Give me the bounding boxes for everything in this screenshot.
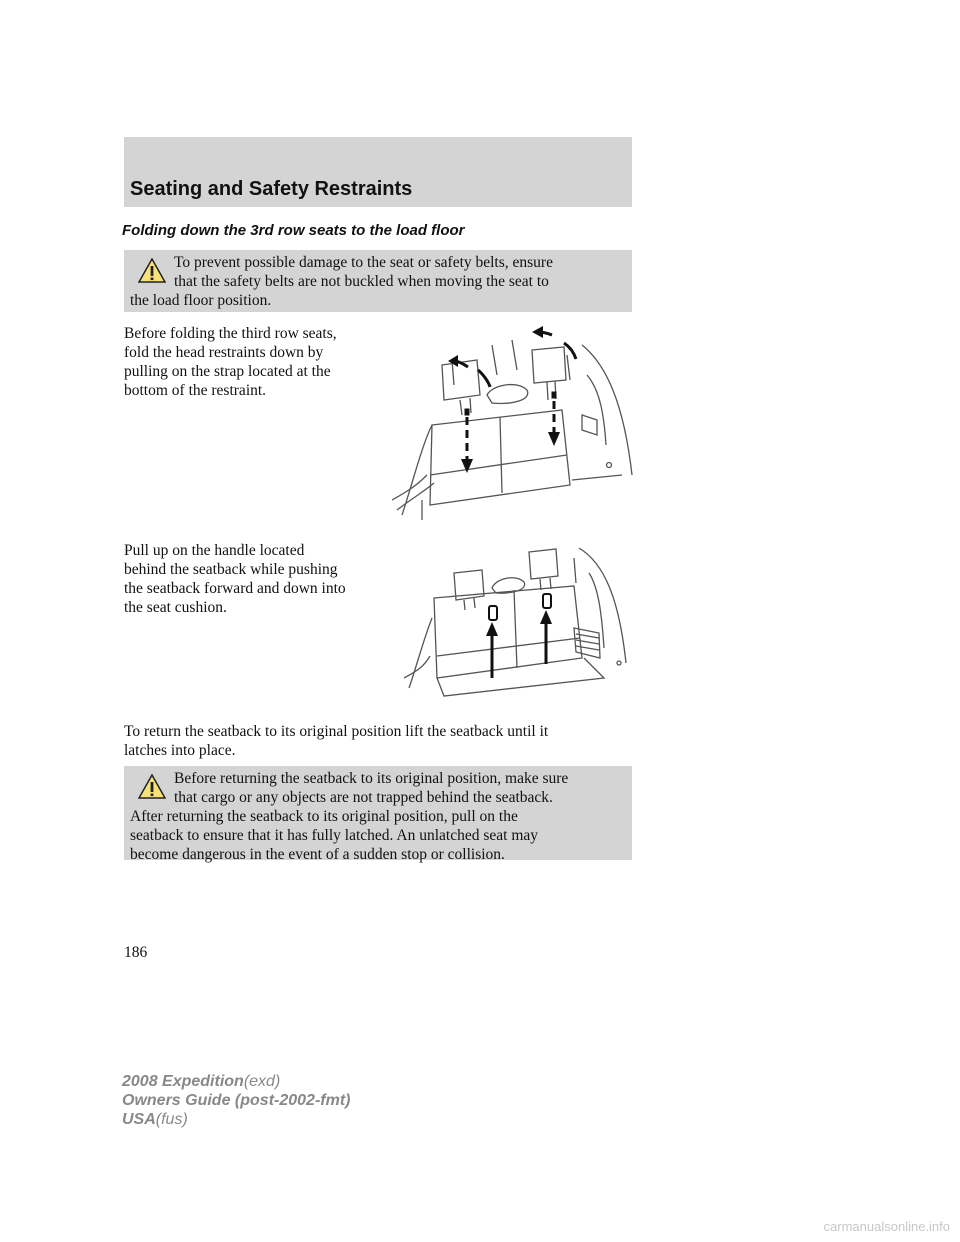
footer-model-code: (exd) <box>243 1073 281 1090</box>
text-line: fold the head restraints down by <box>124 344 324 361</box>
warning-line: seatback to ensure that it has fully latched. An unlatched seat may <box>130 827 539 844</box>
warning-box <box>124 766 632 863</box>
warning-triangle-icon <box>138 258 166 283</box>
warning-line: After returning the seatback to its original position, pull on the <box>130 808 518 825</box>
document-footer <box>122 1072 350 1129</box>
warning-line: To prevent possible damage to the seat or safety belts, ensure <box>174 254 553 271</box>
step1-text <box>124 324 337 400</box>
text-line: pulling on the strap located at the <box>124 363 331 380</box>
watermark: carmanualsonline.info <box>823 1219 950 1234</box>
text-line: Pull up on the handle located <box>124 542 305 559</box>
warning-box <box>124 250 632 312</box>
text-line: behind the seatback while pushing <box>124 561 338 578</box>
text-line: the seatback forward and down into <box>124 580 346 597</box>
footer-guide: Owners Guide (post-2002-fmt) <box>122 1092 351 1109</box>
text-line: To return the seatback to its original position lift the seatback until it <box>124 723 549 740</box>
head-restraint-fold-illustration <box>392 325 636 520</box>
warning-line: that the safety belts are not buckled when moving the seat to <box>174 273 549 290</box>
text-line: latches into place. <box>124 742 236 759</box>
footer-model: 2008 Expedition <box>122 1073 244 1090</box>
warning-line: that cargo or any objects are not trapped behind the seatback. <box>174 789 553 806</box>
subheading: Folding down the 3rd row seats to the load floor <box>122 222 465 239</box>
text-line: bottom of the restraint. <box>124 382 267 399</box>
footer-market: USA <box>122 1111 156 1128</box>
page-number: 186 <box>124 944 148 961</box>
warning-line: the load floor position. <box>130 292 272 309</box>
text-line: Before folding the third row seats, <box>124 325 337 342</box>
seatback-handle-illustration <box>404 538 634 698</box>
footer-market-code: (fus) <box>155 1111 188 1128</box>
step2-text <box>124 541 346 617</box>
text-line: the seat cushion. <box>124 599 227 616</box>
warning-triangle-icon <box>138 774 166 799</box>
return-instructions <box>124 722 548 760</box>
warning-line: Before returning the seatback to its original position, make sure <box>174 770 569 787</box>
section-title: Seating and Safety Restraints <box>130 178 413 200</box>
warning-line: become dangerous in the event of a sudden stop or collision. <box>130 846 505 863</box>
